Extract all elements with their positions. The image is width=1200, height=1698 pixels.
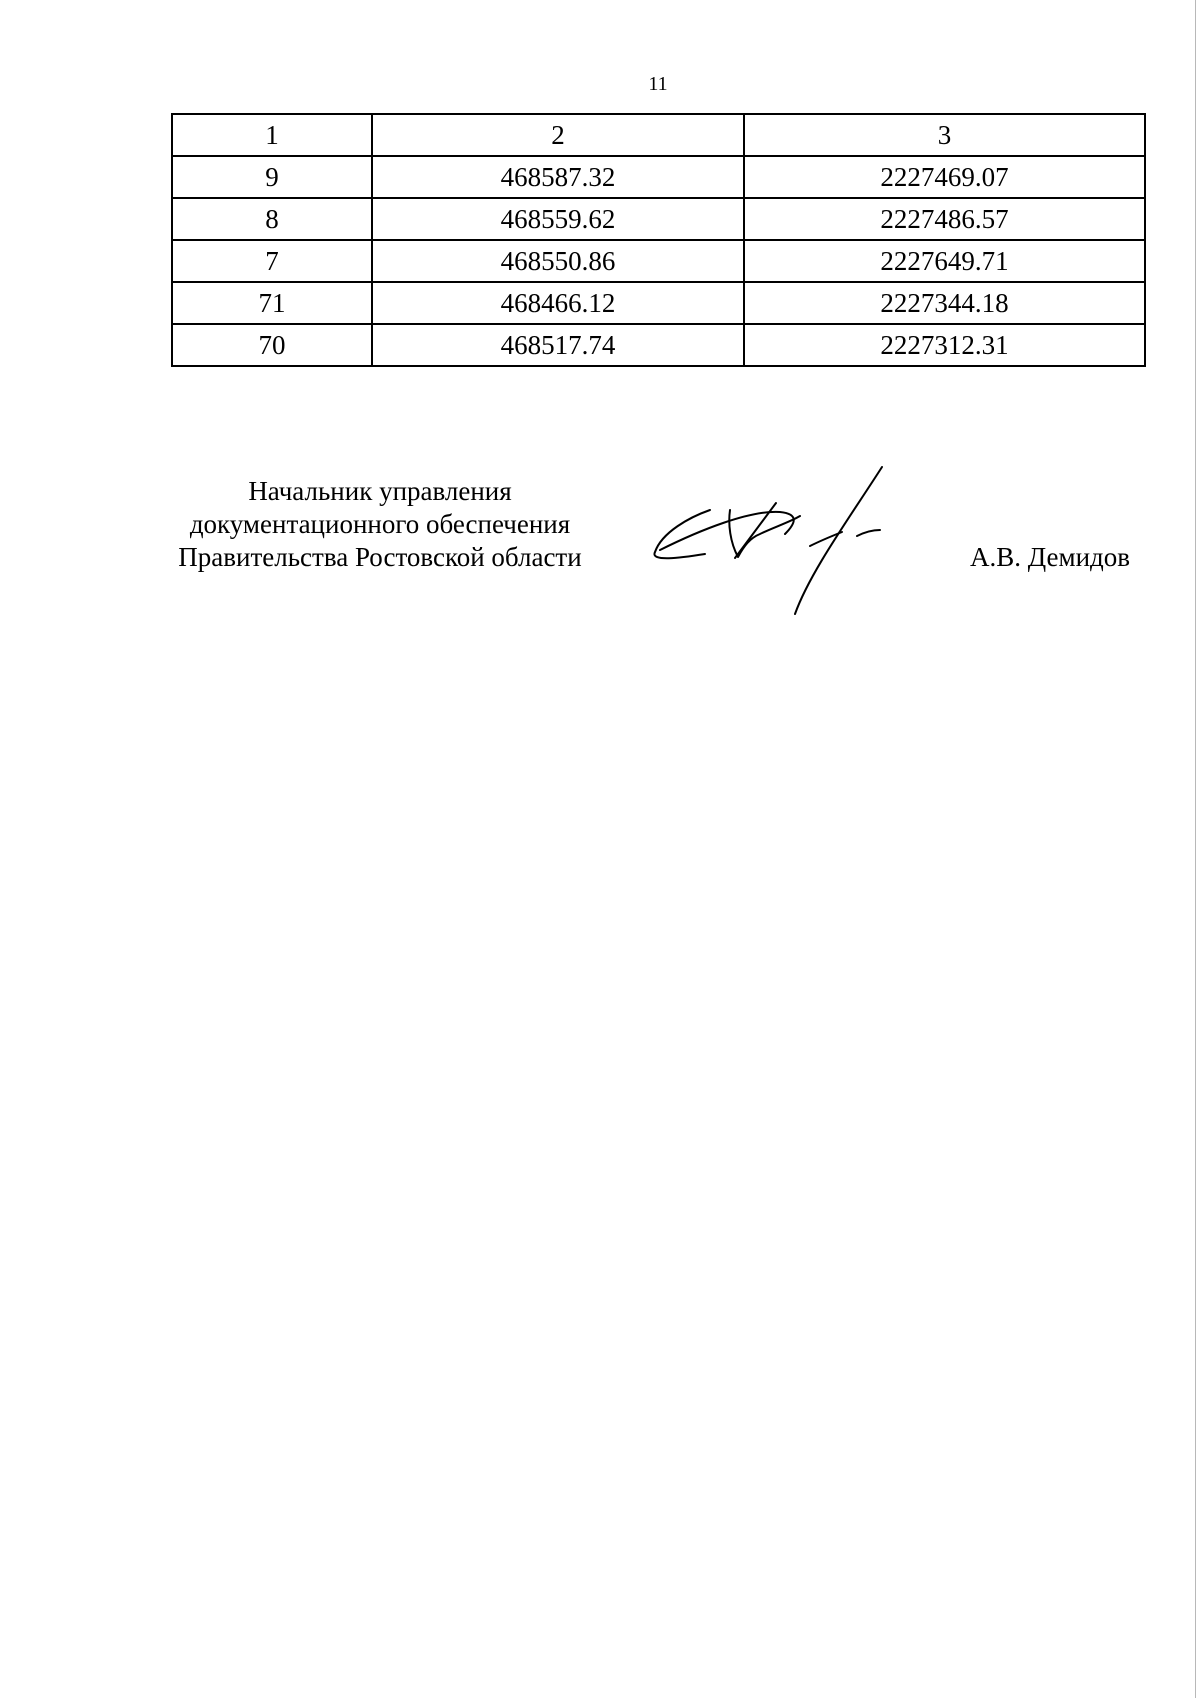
header-cell: 1 [172,114,372,156]
table-row [172,198,1145,240]
header-cell: 3 [744,114,1145,156]
signer-title-line: документационного обеспечения [189,509,571,539]
point-number-cell: 7 [172,240,372,282]
point-number-cell: 9 [172,156,372,198]
y-coordinate-cell: 2227469.07 [744,156,1145,198]
signer-title [165,475,595,574]
table-row [172,240,1145,282]
signer-title-line: Начальник управления [248,476,512,506]
x-coordinate-cell: 468559.62 [372,198,744,240]
page-edge [1195,0,1196,1698]
page-number: 11 [648,73,668,95]
x-coordinate-cell: 468517.74 [372,324,744,366]
table-row [172,156,1145,198]
handwritten-signature [650,462,940,622]
point-number-cell: 70 [172,324,372,366]
point-number-cell: 71 [172,282,372,324]
point-number-cell: 8 [172,198,372,240]
table-header-row [172,114,1145,156]
x-coordinate-cell: 468466.12 [372,282,744,324]
y-coordinate-cell: 2227486.57 [744,198,1145,240]
coordinates-table [171,113,1146,367]
x-coordinate-cell: 468587.32 [372,156,744,198]
signer-name: А.В. Демидов [970,542,1131,572]
y-coordinate-cell: 2227649.71 [744,240,1145,282]
y-coordinate-cell: 2227344.18 [744,282,1145,324]
header-cell: 2 [372,114,744,156]
table-row [172,324,1145,366]
y-coordinate-cell: 2227312.31 [744,324,1145,366]
x-coordinate-cell: 468550.86 [372,240,744,282]
signer-title-line: Правительства Ростовской области [178,542,582,572]
table-row [172,282,1145,324]
